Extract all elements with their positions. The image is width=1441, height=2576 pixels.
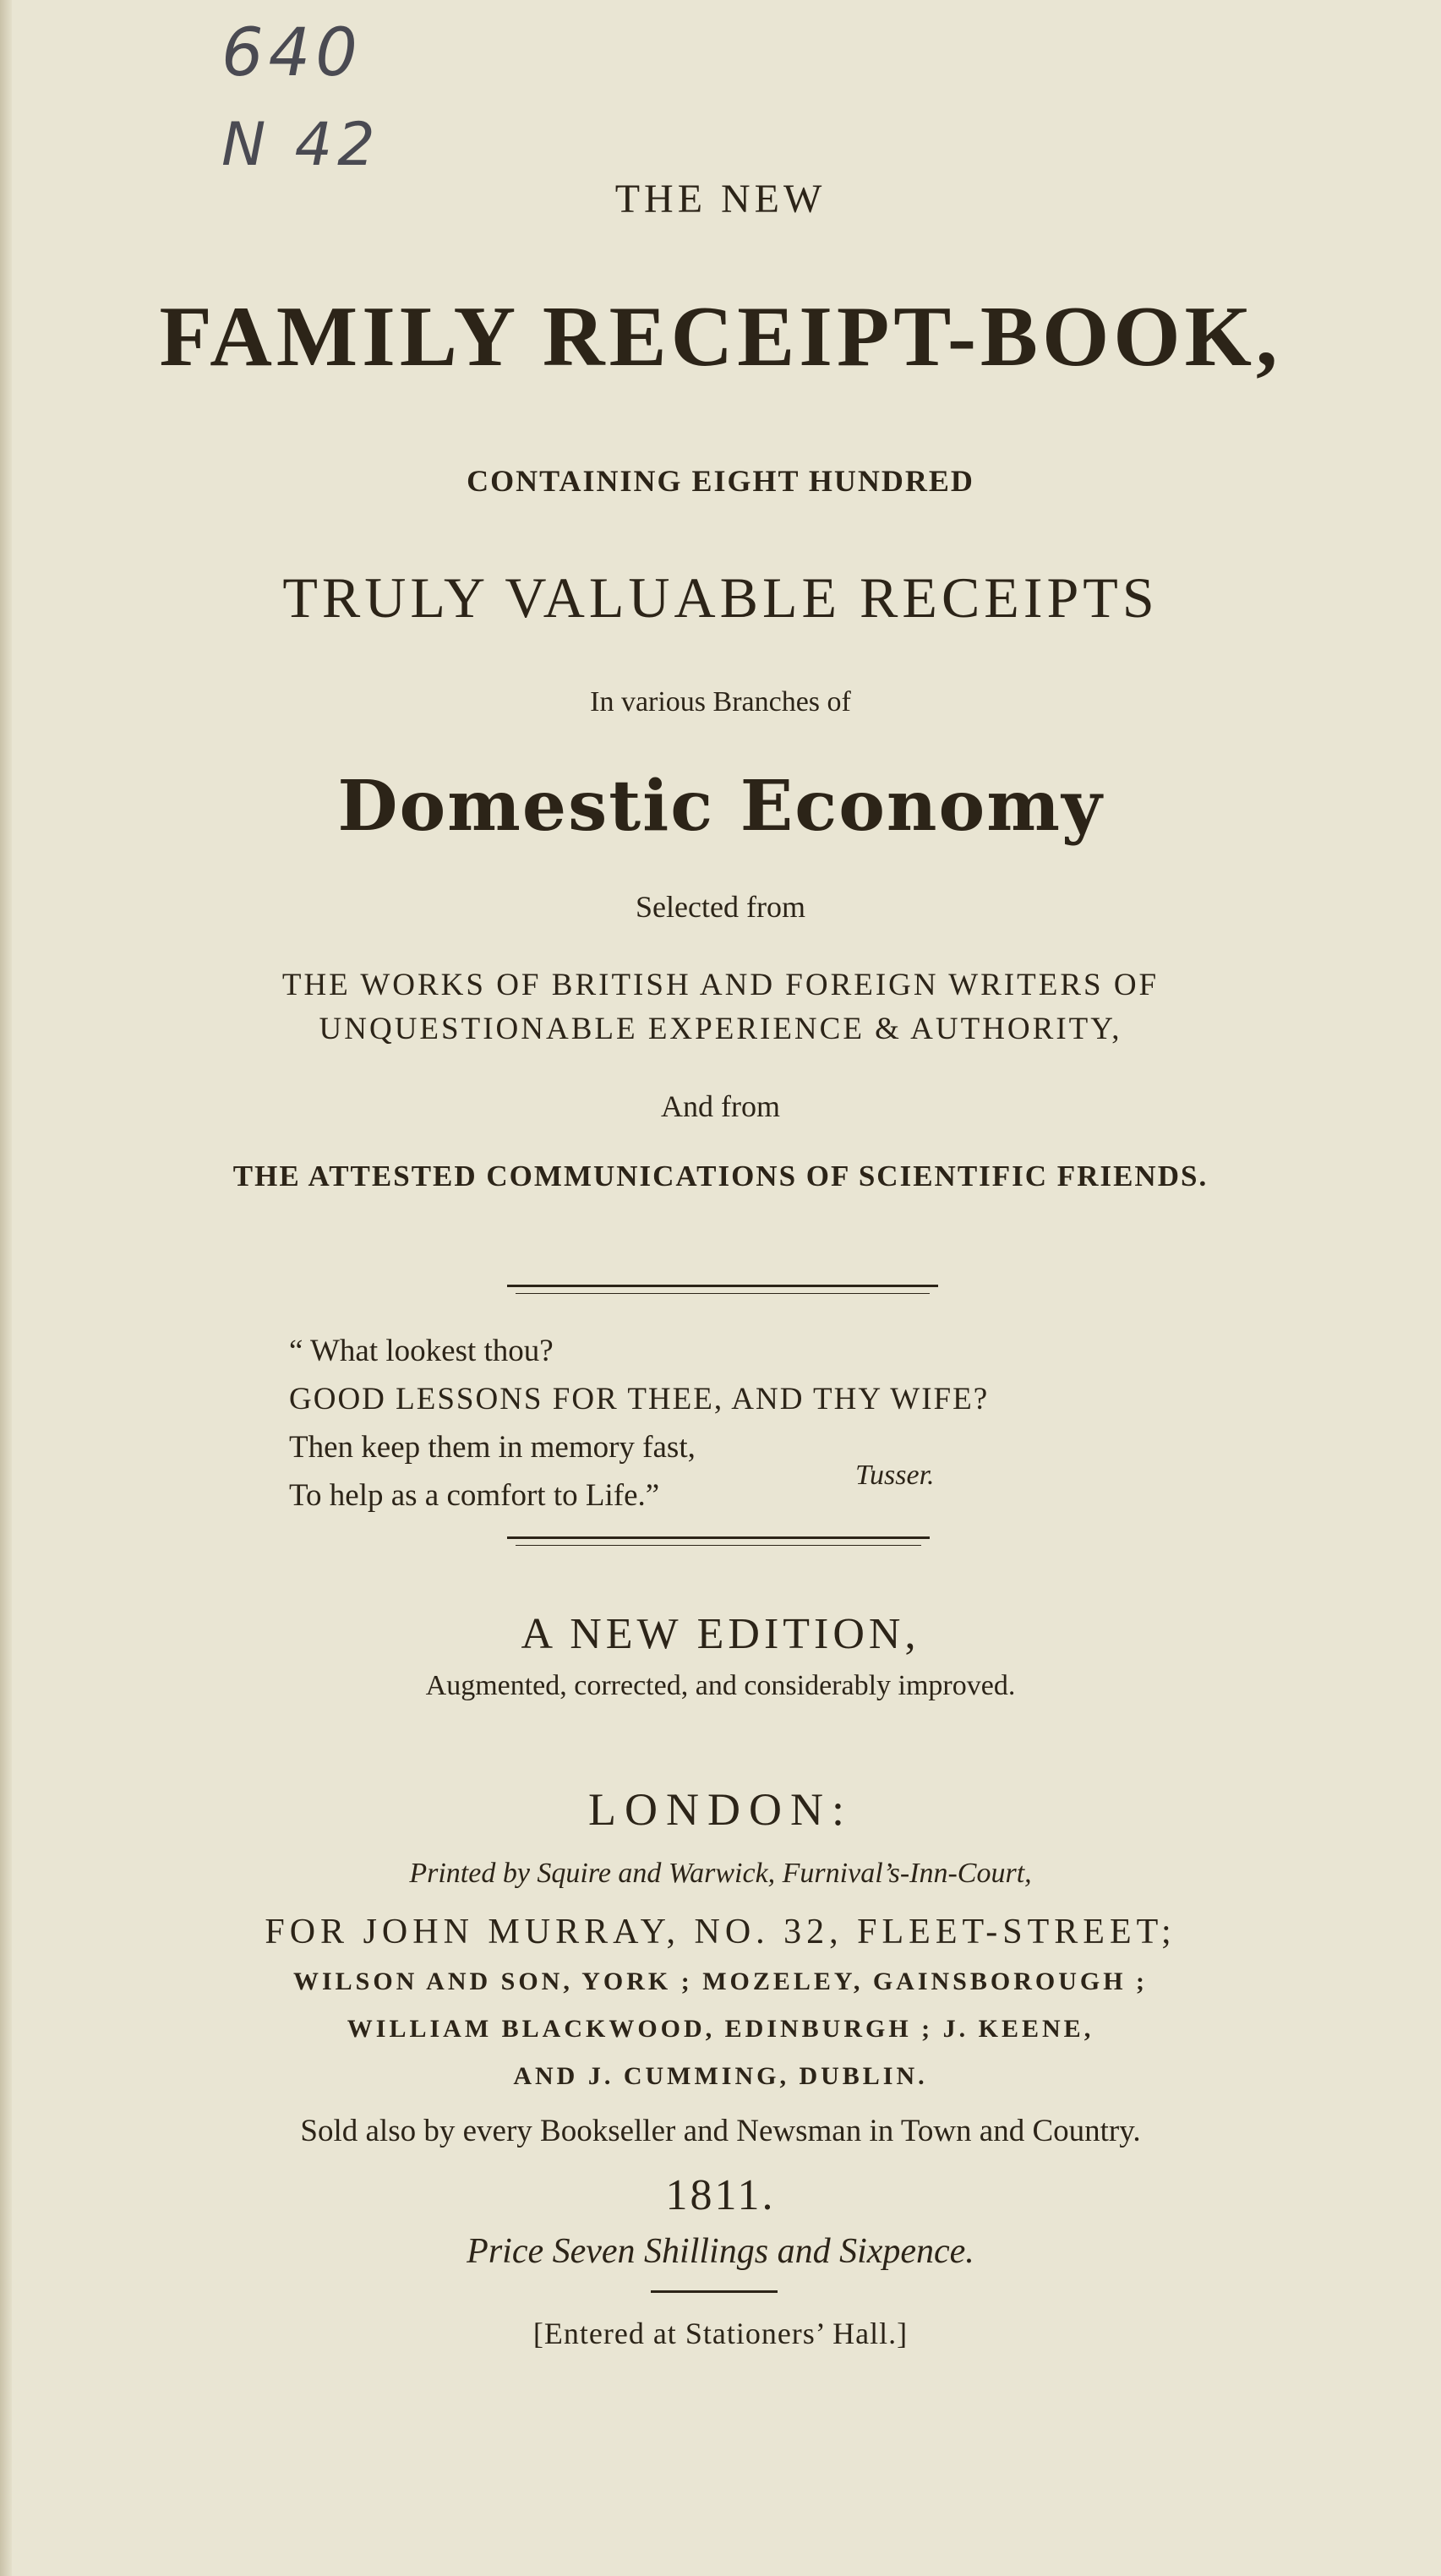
and-from-text: And from xyxy=(661,1089,780,1123)
subtitle-receipts: TRULY VALUABLE RECEIPTS xyxy=(282,565,1159,630)
imprint-sold-also: Sold also by every Bookseller and Newsman in Town and Country. xyxy=(300,2114,1141,2148)
epigraph-attribution: Tusser. xyxy=(855,1460,935,1491)
ornamental-rule-top xyxy=(507,1285,938,1287)
handwritten-shelfmark-code: N 42 xyxy=(221,110,380,179)
epigraph-line-4: To help as a comfort to Life.” xyxy=(289,1478,660,1513)
subtitle-domestic-economy: Domestic Economy xyxy=(337,766,1104,847)
title-prefix: THE NEW xyxy=(614,177,827,221)
attested-communications: THE ATTESTED COMMUNICATIONS OF SCIENTIFIC FRIENDS. xyxy=(232,1160,1209,1192)
imprint-price: Price Seven Shillings and Sixpence. xyxy=(467,2232,974,2271)
subtitle-containing: CONTAINING EIGHT HUNDRED xyxy=(467,464,974,498)
works-line-2: UNQUESTIONABLE EXPERIENCE & AUTHORITY, xyxy=(319,1012,1122,1046)
imprint-entered: [Entered at Stationers’ Hall.] xyxy=(532,2317,909,2350)
imprint-year: 1811. xyxy=(665,2171,776,2219)
ornamental-rule-top-thin xyxy=(516,1293,930,1294)
ornamental-rule-bottom xyxy=(507,1536,930,1539)
book-title: FAMILY RECEIPT-BOOK, xyxy=(159,289,1282,385)
short-rule xyxy=(651,2290,778,2293)
epigraph-line-1: “ What lookest thou? xyxy=(289,1334,554,1368)
edition-note: Augmented, corrected, and considerably improved. xyxy=(425,1670,1016,1701)
ornamental-rule-bottom-thin xyxy=(516,1545,921,1546)
imprint-sellers-2: WILLIAM BLACKWOOD, EDINBURGH ; J. KEENE, xyxy=(347,2015,1094,2043)
epigraph-line-2: GOOD LESSONS FOR THEE, AND THY WIFE? xyxy=(289,1382,990,1416)
imprint-sellers-3: AND J. CUMMING, DUBLIN. xyxy=(513,2062,928,2090)
imprint-city: LONDON: xyxy=(588,1784,853,1835)
imprint-sellers-1: WILSON AND SON, YORK ; MOZELEY, GAINSBOROUGH ; xyxy=(292,1967,1149,1995)
imprint-printer: Printed by Squire and Warwick, Furnival’s-Inn-Court, xyxy=(409,1858,1032,1889)
edition-heading: A NEW EDITION, xyxy=(521,1610,920,1658)
works-line-1: THE WORKS OF BRITISH AND FOREIGN WRITERS OF xyxy=(281,968,1160,1002)
selected-from-text: Selected from xyxy=(636,890,805,924)
imprint-publisher: FOR JOHN MURRAY, NO. 32, FLEET-STREET; xyxy=(265,1913,1176,1951)
epigraph-line-3: Then keep them in memory fast, xyxy=(289,1430,696,1465)
handwritten-shelfmark-number: 640 xyxy=(221,15,363,91)
subtitle-branches: In various Branches of xyxy=(590,686,851,718)
